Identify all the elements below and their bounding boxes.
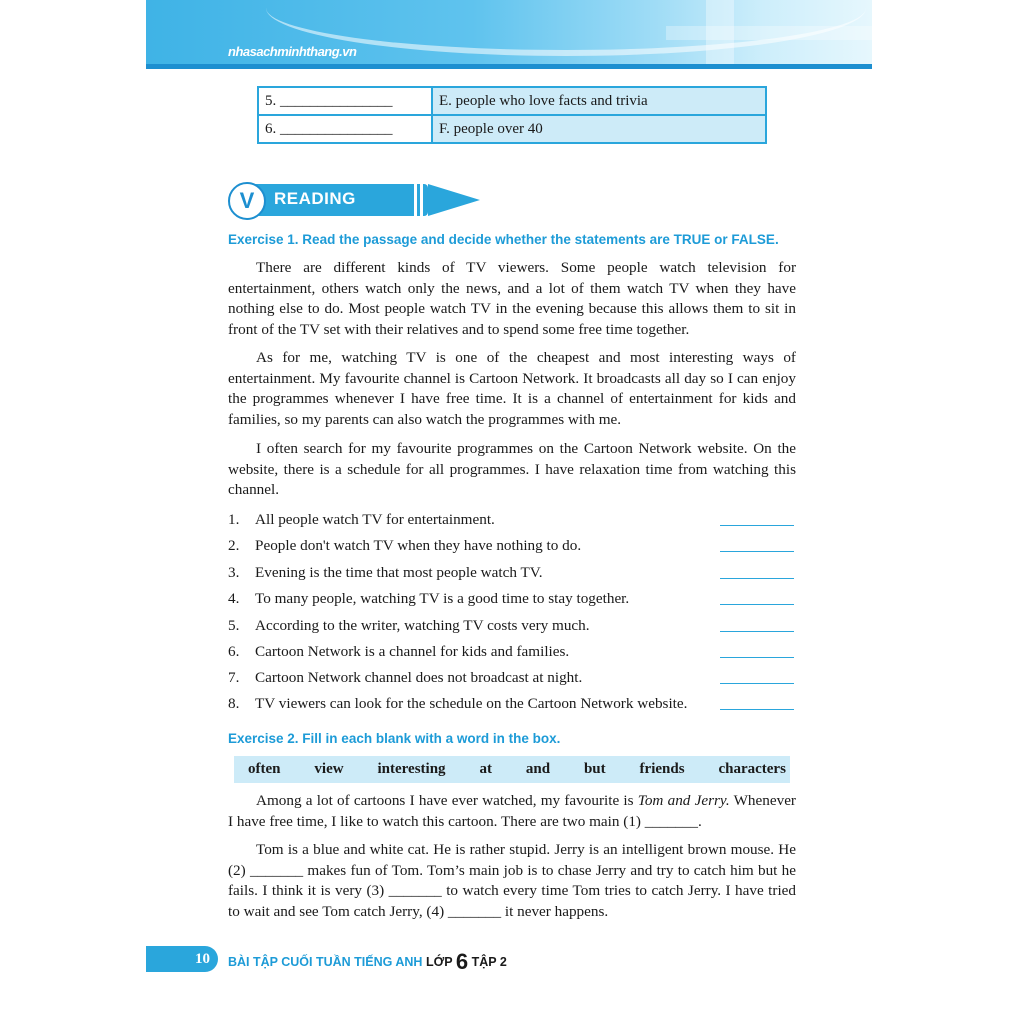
- book-title-main: BÀI TẬP CUỐI TUẦN TIẾNG ANH: [228, 955, 423, 969]
- header-bar: [146, 64, 872, 69]
- word-box-item: and: [525, 761, 551, 777]
- word-box-item: but: [583, 761, 606, 777]
- word-box-item: friends: [639, 761, 685, 777]
- exercise-1-title: Exercise 1. Read the passage and decide whether the statements are TRUE or FALSE.: [228, 232, 779, 247]
- answer-blank[interactable]: [720, 709, 794, 710]
- book-title: [228, 949, 507, 975]
- statement-item: [228, 617, 796, 639]
- statement-item: [228, 669, 796, 691]
- cloze-paragraph: Tom is a blue and white cat. He is rather stupid. Jerry is an intelligent brown mouse. He (2) _______ makes fun of Tom. Tom’s main job is to chase Jerry and try to catch him but he fails. I think it is very (3) _______ to watch every time Tom tries to catch Jerry. I have tried to wait and see Tom catch Jerry, (4) _______ it never happens.: [228, 841, 796, 920]
- statement-item: [228, 590, 796, 612]
- match-option-cell: F. people over 40: [432, 115, 766, 143]
- statement-text: Cartoon Network channel does not broadcast at night.: [255, 669, 583, 686]
- statement-item: [228, 643, 796, 665]
- answer-blank[interactable]: [720, 604, 794, 605]
- statement-number: 6.: [228, 643, 240, 660]
- passage-paragraph: There are different kinds of TV viewers. Some people watch television for entertainment, others watch only the news, and a lot of them watch TV when they have nothing else to do. Most people watch TV in the evening because this allows them to sit in front of the TV set with their relatives and to spend some free time together.: [228, 259, 796, 338]
- cloze-paragraph: [228, 791, 796, 832]
- match-blank-cell: 6. _______________: [258, 115, 432, 143]
- statement-text: TV viewers can look for the schedule on the Cartoon Network website.: [255, 695, 688, 712]
- passage-paragraph: I often search for my favourite programmes on the Cartoon Network website. On the website, there is a schedule for all programmes. I have relaxation time from watching this channel.: [228, 440, 796, 499]
- statement-text: Cartoon Network is a channel for kids and families.: [255, 643, 570, 660]
- section-title: READING: [274, 189, 356, 208]
- page-number: 10: [146, 946, 218, 972]
- section-stripe: [414, 184, 417, 216]
- word-box: [234, 756, 790, 783]
- statement-item: [228, 511, 796, 533]
- statement-item: [228, 564, 796, 586]
- answer-blank[interactable]: [720, 551, 794, 552]
- section-letter: V: [228, 182, 266, 220]
- book-page: [146, 0, 872, 1017]
- section-heading: [228, 182, 478, 218]
- word-box-item: at: [479, 761, 492, 777]
- statement-number: 7.: [228, 669, 240, 686]
- statement-item: [228, 695, 796, 717]
- statement-text: To many people, watching TV is a good time to stay together.: [255, 590, 630, 607]
- header-band: [146, 0, 872, 68]
- cloze-text: Among a lot of cartoons I have ever watched, my favourite is: [256, 792, 638, 809]
- word-box-item: characters: [718, 761, 786, 777]
- exercise-2-title: Exercise 2. Fill in each blank with a word in the box.: [228, 731, 561, 746]
- statement-item: [228, 537, 796, 559]
- table-row: [258, 115, 766, 143]
- section-stripe: [420, 184, 423, 216]
- statement-number: 8.: [228, 695, 240, 712]
- book-volume: TẬP 2: [471, 955, 507, 969]
- answer-blank[interactable]: [720, 683, 794, 684]
- statement-text: According to the writer, watching TV costs very much.: [255, 617, 590, 634]
- matching-table: [257, 86, 767, 144]
- book-title-lop: LỚP: [425, 955, 453, 969]
- section-arrow-icon: [428, 184, 480, 216]
- word-box-item: interesting: [377, 761, 446, 777]
- statement-text: Evening is the time that most people watch TV.: [255, 564, 543, 581]
- statement-text: All people watch TV for entertainment.: [255, 511, 495, 528]
- match-option-cell: E. people who love facts and trivia: [432, 87, 766, 115]
- statement-number: 2.: [228, 537, 240, 554]
- table-row: [258, 87, 766, 115]
- statement-number: 5.: [228, 617, 240, 634]
- statement-number: 4.: [228, 590, 240, 607]
- cartoon-title: Tom and Jerry.: [637, 792, 730, 809]
- answer-blank[interactable]: [720, 578, 794, 579]
- answer-blank[interactable]: [720, 631, 794, 632]
- passage-paragraph: As for me, watching TV is one of the cheapest and most interesting ways of entertainment. My favourite channel is Cartoon Network. It broadcasts all day so I can enjoy the programmes whenever I have free time. It is a channel of entertainment for kids and families, so my parents can also watch the programmes with me.: [228, 349, 796, 428]
- statement-text: People don't watch TV when they have nothing to do.: [255, 537, 582, 554]
- match-blank-cell: 5. _______________: [258, 87, 432, 115]
- statement-number: 1.: [228, 511, 240, 528]
- word-box-item: view: [314, 761, 344, 777]
- header-cross-horizontal: [666, 26, 872, 40]
- statement-number: 3.: [228, 564, 240, 581]
- cloze-text: Whenever I have free time, I like to watch this cartoon. There are two main (1) _______.: [228, 792, 796, 830]
- answer-blank[interactable]: [720, 657, 794, 658]
- answer-blank[interactable]: [720, 525, 794, 526]
- book-grade: 6: [455, 949, 469, 974]
- site-watermark: nhasachminhthang.vn: [228, 44, 357, 59]
- word-box-item: often: [248, 761, 281, 777]
